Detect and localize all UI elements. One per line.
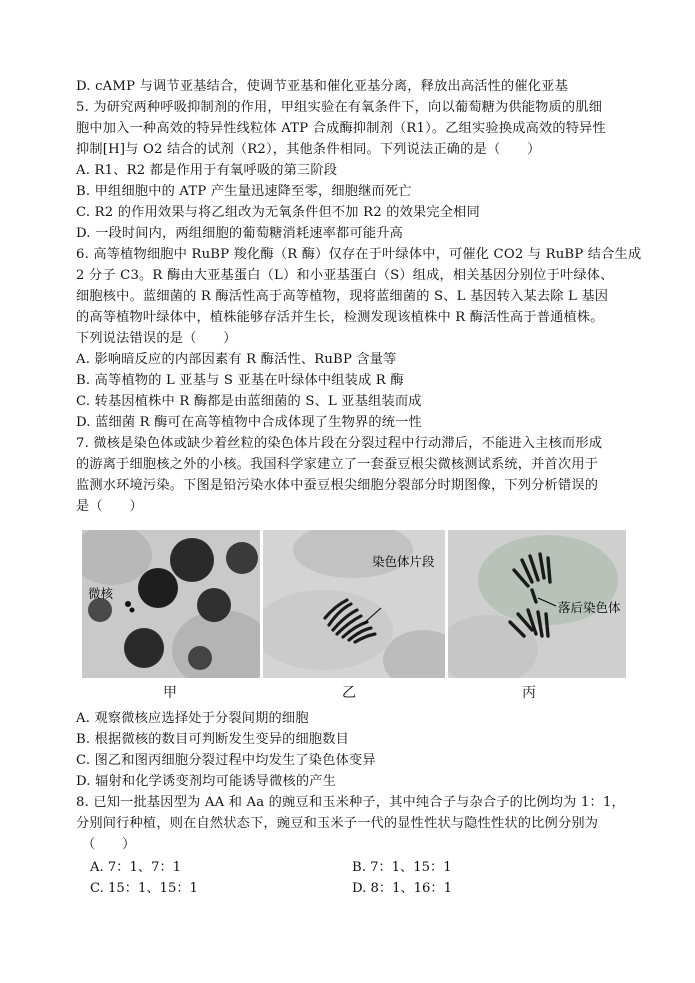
micrograph-panel-yi: [263, 530, 445, 678]
q8-option-c: C. 15：1、15：1: [90, 881, 198, 896]
micrograph-panel-bing: [448, 530, 626, 678]
q8-option-d: D. 8：1、16：1: [352, 881, 453, 896]
q5-stem: 胞中加入一种高效的特异性线粒体 ATP 合成酶抑制剂（R1）。乙组实验换成高效的特异性: [76, 121, 606, 136]
q6-stem: 下列说法错误的是（ ）: [76, 331, 237, 346]
q6-option-d: D. 蓝细菌 R 酶可在高等植物中合成体现了生物界的统一性: [76, 415, 422, 430]
q8-stem: 8. 已知一批基因型为 AA 和 Aa 的豌豆和玉米种子，其中纯合子与杂合子的比例均为 1：1，: [76, 795, 625, 810]
caption-jia: 甲: [163, 685, 177, 701]
caption-bing: 丙: [522, 685, 536, 701]
q5-stem: 抑制[H]与 O2 结合的试剂（R2），其他条件相同。下列说法正确的是（ ）: [76, 142, 541, 157]
q7-stem: 是（ ）: [76, 499, 143, 514]
q5-stem: 5. 为研究两种呼吸抑制剂的作用，甲组实验在有氧条件下，向以葡萄糖为供能物质的肌细: [76, 100, 603, 115]
q8-stem: 分别间行种植，则在自然状态下，豌豆和玉米子一代的显性性状与隐性性状的比例分别为: [76, 816, 599, 831]
q6-stem: 6. 高等植物细胞中 RuBP 羧化酶（R 酶）仅存在于叶绿体中，可催化 CO2 与 RuBP 结合生成: [76, 247, 642, 262]
micrograph-panel-jia: [82, 530, 260, 678]
chromosome-fragment-label: 染色体片段: [372, 554, 435, 569]
lagging-chromosome-label: 落后染色体: [558, 600, 621, 615]
q8-option-b: B. 7：1、15：1: [352, 860, 452, 875]
q8-stem: （ ）: [82, 837, 136, 852]
q6-option-b: B. 高等植物的 L 亚基与 S 亚基在叶绿体中组装成 R 酶: [76, 373, 404, 388]
q6-option-c: C. 转基因植株中 R 酶都是由蓝细菌的 S、L 亚基组装而成: [76, 394, 422, 409]
q7-stem: 的游离于细胞核之外的小核。我国科学家建立了一套蚕豆根尖微核测试系统，并首次用于: [76, 457, 599, 472]
q7-stem: 监测水环境污染。下图是铅污染水体中蚕豆根尖细胞分裂部分时期图像，下列分析错误的: [76, 478, 599, 493]
caption-yi: 乙: [342, 685, 356, 701]
q6-option-a: A. 影响暗反应的内部因素有 R 酶活性、RuBP 含量等: [76, 352, 397, 367]
q8-option-a: A. 7：1、7：1: [90, 860, 182, 875]
q7-option-c: C. 图乙和图丙细胞分裂过程中均发生了染色体变异: [76, 753, 376, 768]
micrograph-figure: [82, 530, 626, 678]
q6-stem: 细胞核中。蓝细菌的 R 酶活性高于高等植物，现将蓝细菌的 S、L 基因转入某去除 L 基因: [76, 289, 609, 304]
q7-option-b: B. 根据微核的数目可判断发生变异的细胞数目: [76, 732, 350, 747]
q5-option-b: B. 甲组细胞中的 ATP 产生量迅速降至零，细胞继而死亡: [76, 184, 412, 199]
q6-stem: 的高等植物叶绿体中，植株能够存活并生长，检测发现该植株中 R 酶活性高于普通植株。: [76, 310, 604, 325]
q6-stem: 2 分子 C3。R 酶由大亚基蛋白（L）和小亚基蛋白（S）组成，相关基因分别位于叶绿体、: [76, 268, 614, 283]
q5-option-d: D. 一段时间内，两组细胞的葡萄糖消耗速率都可能升高: [76, 226, 403, 241]
q5-option-c: C. R2 的作用效果与将乙组改为无氧条件但不加 R2 的效果完全相同: [76, 205, 480, 220]
q7-option-d: D. 辐射和化学诱变剂均可能诱导微核的产生: [76, 774, 337, 789]
micronucleus-label: 微核: [88, 586, 114, 601]
q7-stem: 7. 微核是染色体或缺少着丝粒的染色体片段在分裂过程中行动滞后，不能进入主核而形成: [76, 436, 603, 451]
q4-option-d: D. cAMP 与调节亚基结合，使调节亚基和催化亚基分离，释放出高活性的催化亚基: [76, 79, 568, 94]
q7-option-a: A. 观察微核应选择处于分裂间期的细胞: [76, 711, 309, 726]
q5-option-a: A. R1、R2 都是作用于有氧呼吸的第三阶段: [76, 163, 338, 178]
